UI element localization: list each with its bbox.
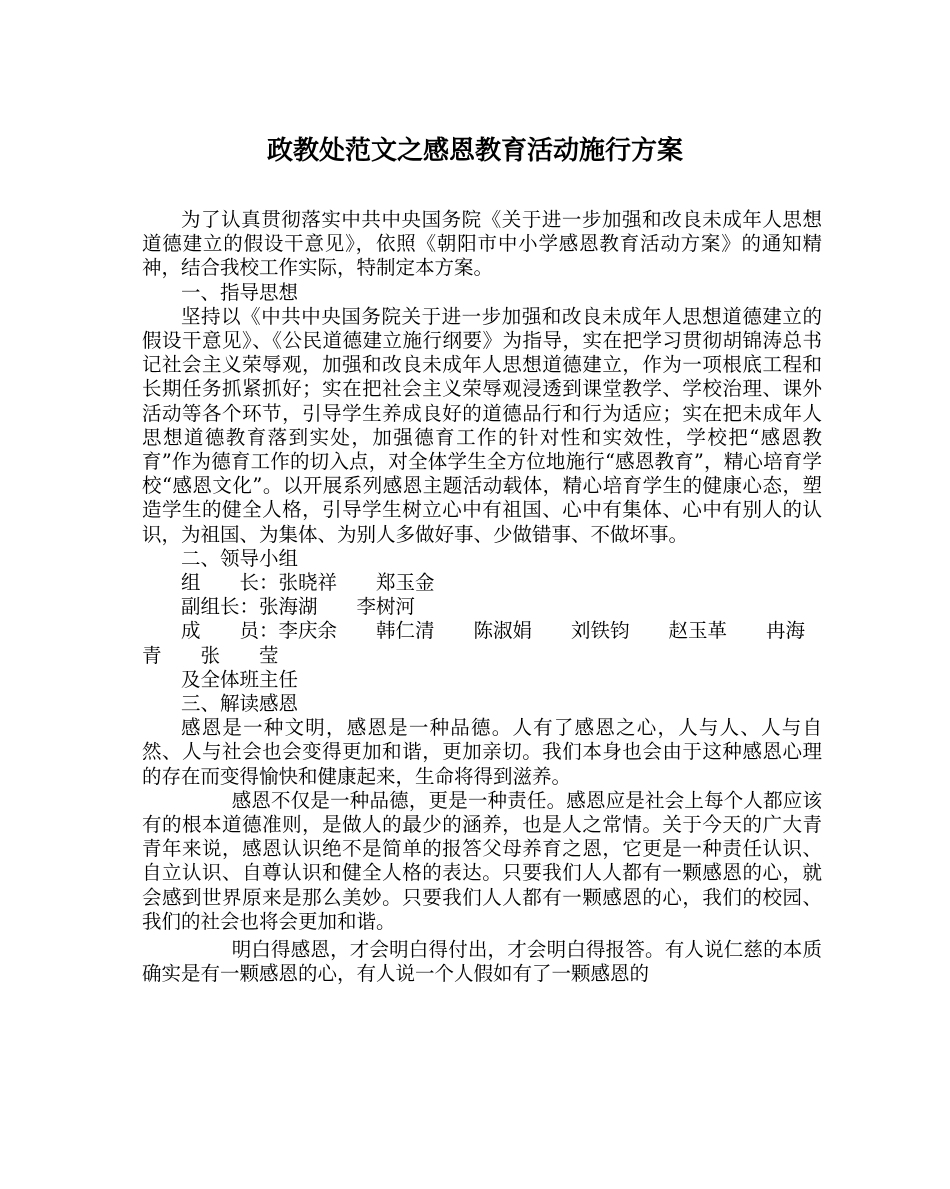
gratitude-paragraph-2: 感恩不仅是一种品德，更是一种责任。感恩应是社会上每个人都应该有的根本道德准则，是做人的最少的涵养，也是人之常情。关于今天的广大青青年来说，感恩认识绝不是简单的报答父母养育之恩，它更是一种责任认识、自立认识、自尊认识和健全人格的表达。只要我们人人都有一颗感恩的心，就会感到世界原来是那么美妙。只要我们人人都有一颗感恩的心，我们的校园、我们的社会也将会更加和谐。 [142, 788, 822, 933]
section-heading-guiding-thought: 一、指导思想 [181, 280, 299, 304]
gratitude-paragraph-3: 明白得感恩，才会明白得付出，才会明白得报答。有人说仁慈的本质确实是有一颗感恩的心，有人说一个人假如有了一颗感恩的 [142, 938, 822, 986]
members-line: 成 员：李庆余 韩仁清 陈淑娟 刘铁钧 赵玉革 冉海青 张 莹 [142, 619, 806, 667]
section-heading-interpreting-gratitude: 三、解读感恩 [181, 692, 299, 716]
leader-line: 组 长：张晓祥 郑玉金 [181, 571, 435, 595]
guiding-thought-paragraph: 坚持以《中共中央国务院关于进一步加强和改良未成年人思想道德建立的假设干意见》、《公民道德建立施行纲要》为指导，实在把学习贯彻胡锦涛总书记社会主义荣辱观，加强和改良未成年人思想道德建立，作为一项根底工程和长期任务抓紧抓好；实在把社会主义荣辱观浸透到课堂教学、学校治理、课外活动等各个环节，引导学生养成良好的道德品行和行为适应；实在把未成年人思想道德教育落到实处，加强德育工作的针对性和实效性，学校把“感恩教育”作为德育工作的切入点，对全体学生全方位地施行“感恩教育”，精心培育学校“感恩文化”。以开展系列感恩主题活动载体，精心培育学生的健康心态，塑造学生的健全人格，引导学生树立心中有祖国、心中有集体、心中有别人的认识，为祖国、为集体、为别人多做好事、少做错事、不做坏事。 [142, 304, 822, 546]
document-title: 政教处范文之感恩教育活动施行方案 [266, 136, 683, 166]
deputy-leader-line: 副组长：张海湖 李树河 [181, 595, 416, 619]
members-tail-line: 及全体班主任 [181, 667, 299, 691]
intro-paragraph: 为了认真贯彻落实中共中央国务院《关于进一步加强和改良未成年人思想道德建立的假设干意见》，依照《朝阳市中小学感恩教育活动方案》的通知精神，结合我校工作实际，特制定本方案。 [142, 208, 822, 280]
section-heading-leadership-group: 二、领导小组 [181, 546, 299, 570]
gratitude-paragraph-1: 感恩是一种文明，感恩是一种品德。人有了感恩之心，人与人、人与自然、人与社会也会变得更加和谐，更加亲切。我们本身也会由于这种感恩心理的存在而变得愉快和健康起来，生命将得到滋养。 [142, 716, 822, 788]
document-body [142, 208, 822, 987]
